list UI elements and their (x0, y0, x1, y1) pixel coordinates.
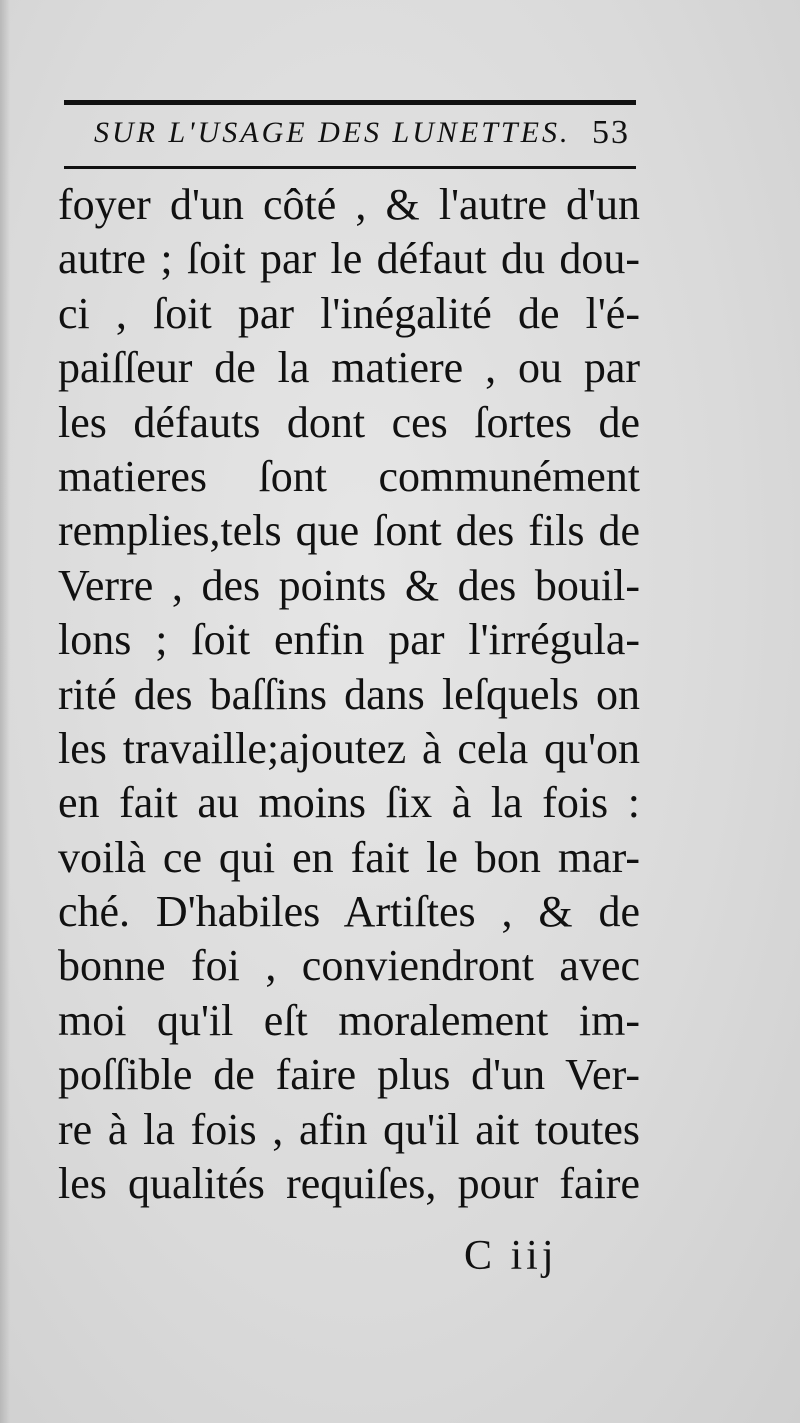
text-line: paiſſeur de la matiere , ou par (58, 343, 640, 393)
body-text (58, 178, 640, 1211)
text-line: ché. D'habiles Artiſtes , & de (58, 887, 640, 937)
text-line: les défauts dont ces ſortes de (58, 397, 640, 447)
header-rule-top (64, 100, 636, 105)
text-line: voilà ce qui en fait le bon mar- (58, 832, 640, 882)
text-line: autre ; ſoit par le défaut du dou- (58, 234, 640, 284)
page-header (64, 112, 636, 160)
text-line: foyer d'un côté , & l'autre d'un (58, 180, 640, 229)
text-line: bonne foi , conviendront avec (58, 941, 640, 991)
signature-catchword: C iij (464, 1233, 558, 1279)
text-line: Verre , des points & des bouil- (58, 560, 640, 610)
text-line: poſſible de faire plus d'un Ver- (58, 1050, 640, 1100)
header-rule-bottom (64, 166, 636, 169)
text-line: remplies,tels que ſont des fils de (58, 506, 640, 556)
text-line: ci , ſoit par l'inégalité de l'é- (58, 288, 640, 338)
running-title: SUR L'USAGE DES LUNETTES. (94, 116, 571, 149)
text-line: les travaille;ajoutez à cela qu'on (58, 723, 640, 773)
text-line: en fait au moins ſix à la fois : (58, 778, 640, 828)
text-line: les qualités requiſes, pour faire (58, 1159, 640, 1209)
text-line: lons ; ſoit enfin par l'irrégula- (58, 615, 640, 665)
page-edge-shadow (0, 0, 10, 1423)
text-line: moi qu'il eſt moralement im- (58, 995, 640, 1045)
text-line: rité des baſſins dans leſquels on (58, 669, 640, 719)
text-line: re à la fois , afin qu'il ait toutes (58, 1104, 640, 1154)
page-number: 53 (592, 114, 630, 151)
text-line: matieres ſont communément (58, 451, 640, 501)
